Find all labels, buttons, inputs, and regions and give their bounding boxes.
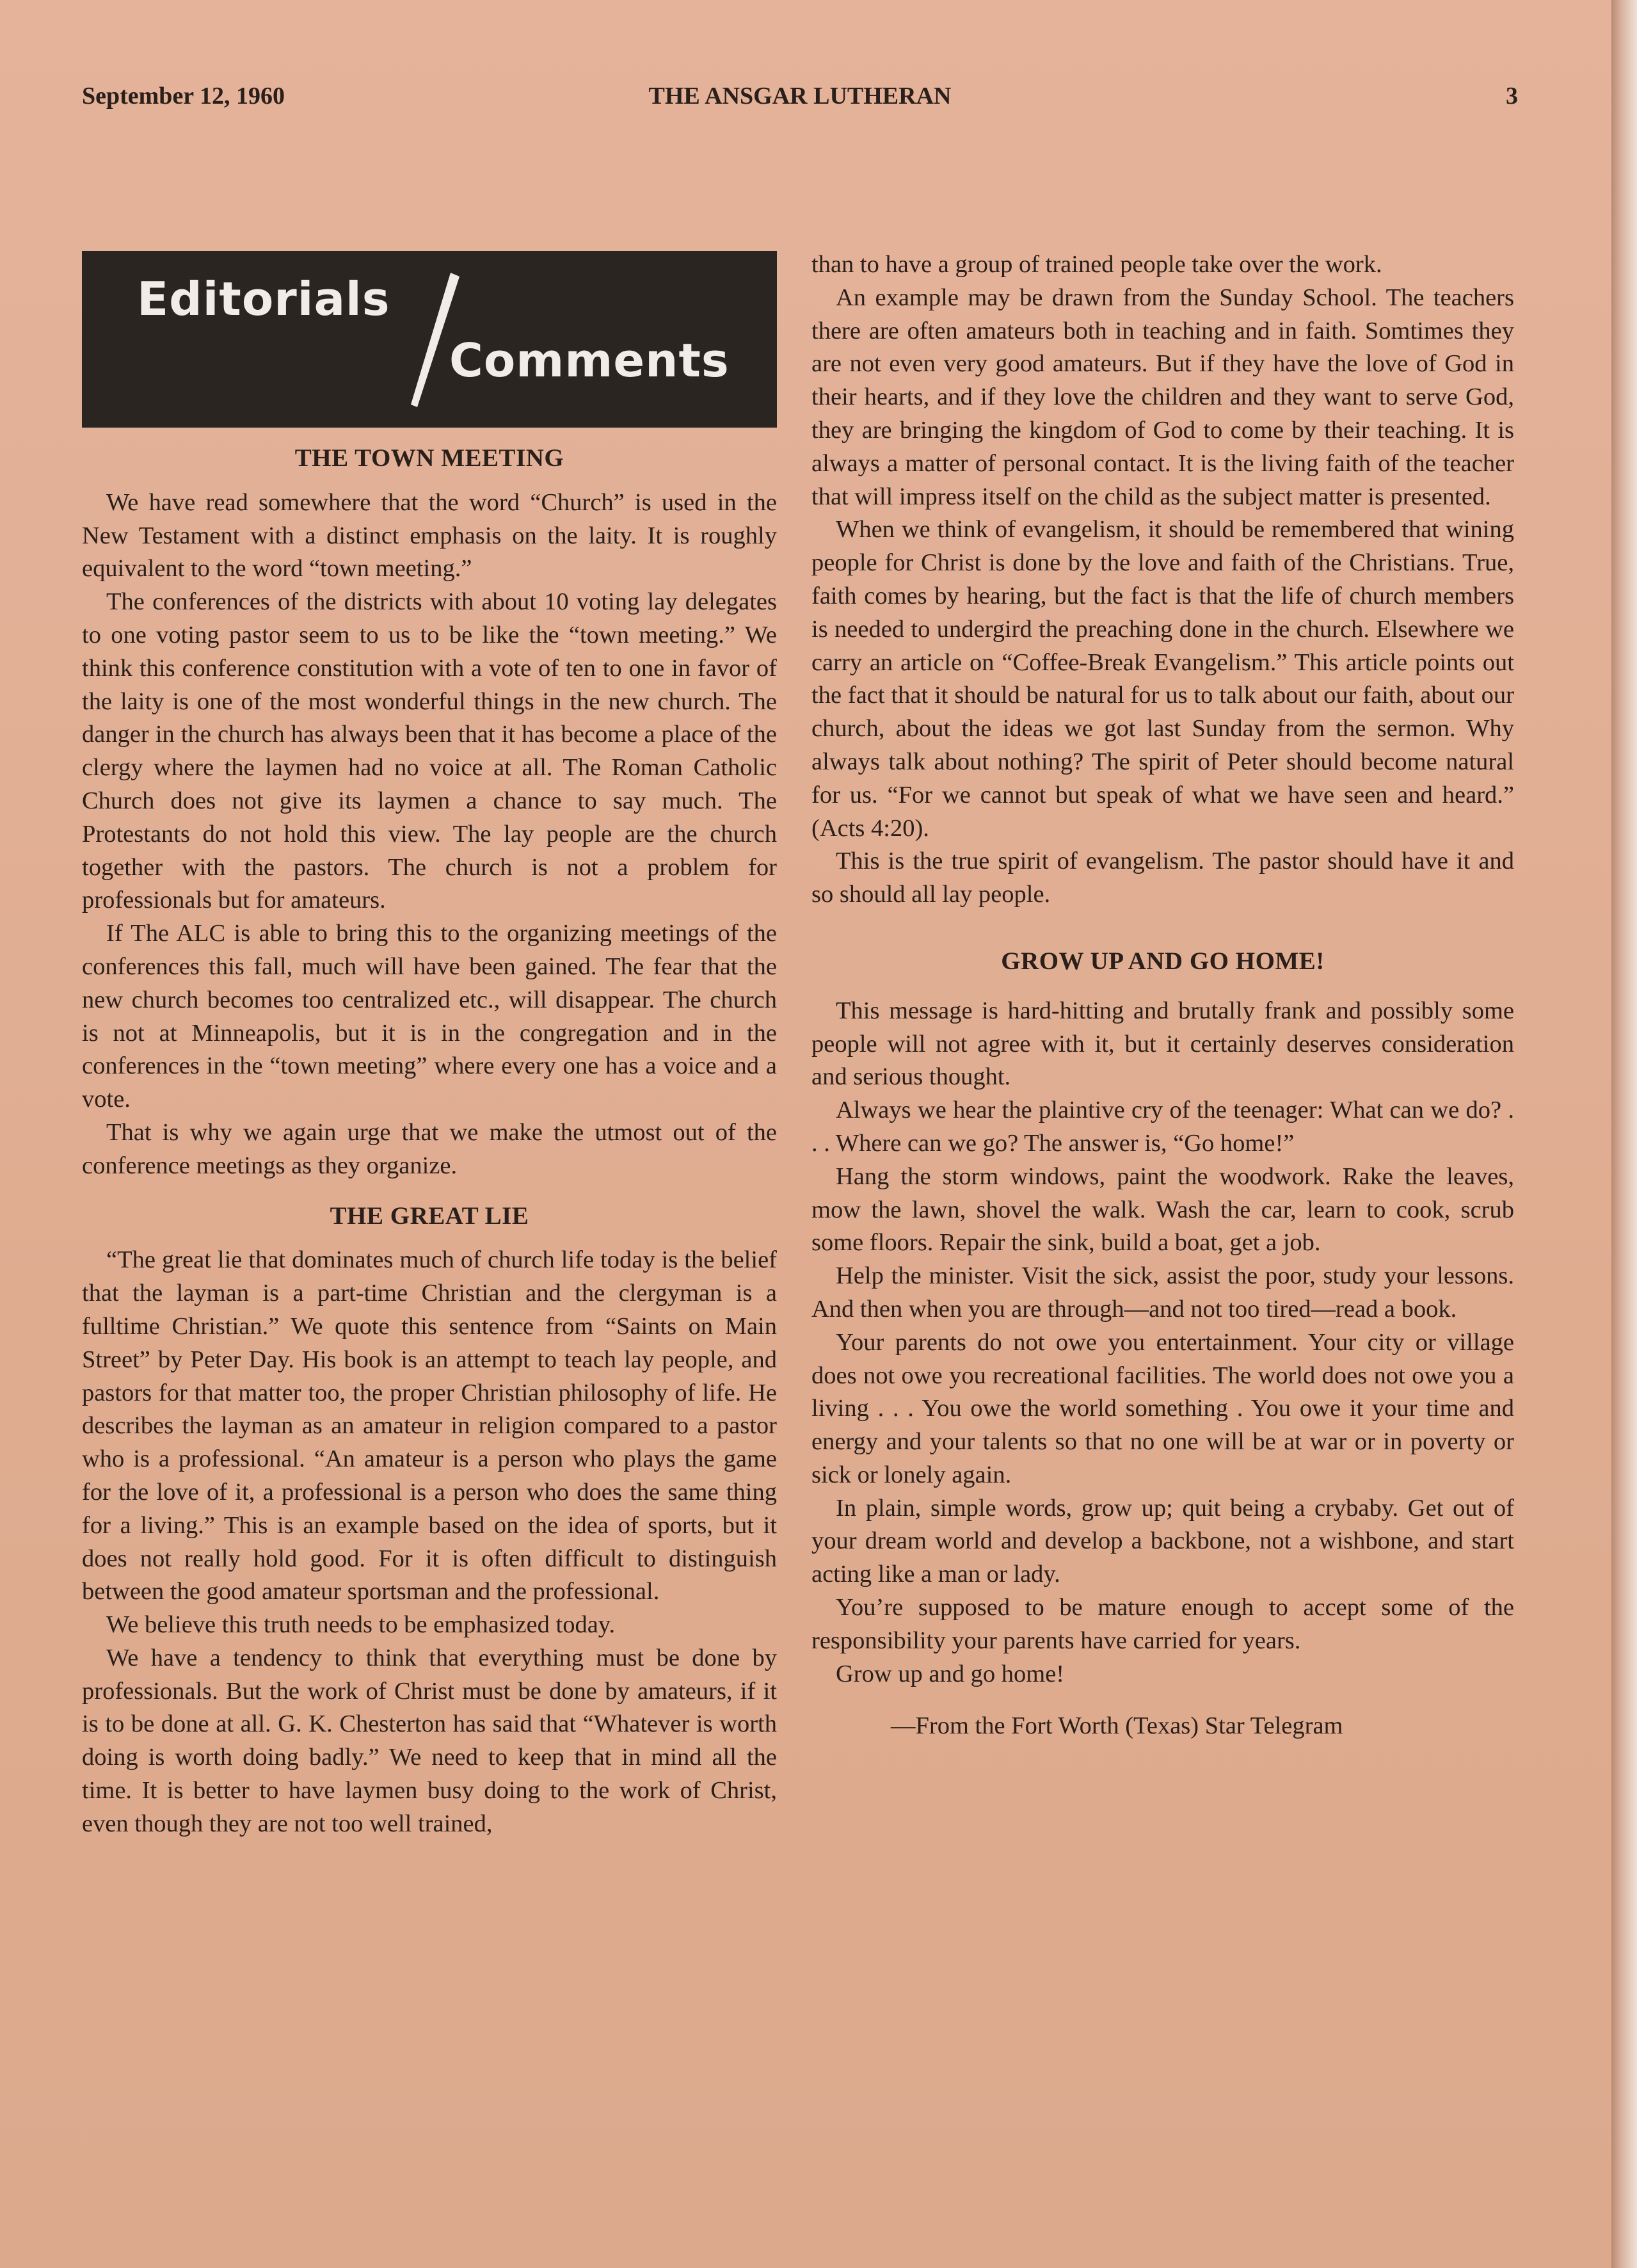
grow-up-paragraph: Grow up and go home! <box>836 1660 1065 1687</box>
great-lie-paragraph: We believe this truth needs to be emphasized today. <box>106 1611 616 1639</box>
grow-up-paragraph: In plain, simple words, grow up; quit being a crybaby. Get out of your dream world and develop a backbone, not a wishbone, and start acting like a man or lady. <box>811 1494 1514 1588</box>
page-header <box>82 82 1518 120</box>
grow-up-paragraph: Always we hear the plaintive cry of the teenager: What can we do? . . . Where can we go? The answer is, “Go home!” <box>811 1097 1514 1157</box>
grow-up-heading: GROW UP AND GO HOME! <box>1001 947 1325 975</box>
great-lie-paragraph: “The great lie that dominates much of church life today is the belief that the layman is a part-time Christian and the clergyman is a fulltime Christian.” We quote this sentence from “Saints on Main Street” by Peter Day. His book is an attempt to teach lay people, and pastors for that matter too, the proper Christian philosophy of life. He describes the layman as an amateur in religion compared to a pastor who is a professional. “An amateur is a person who plays the game for the love of it, a professional is a person who does the same thing for a living.” This is an example based on the idea of sports, but it does not really hold good. For it is often difficult to distinguish between the good amateur sportsman and the professional. <box>82 1246 777 1605</box>
town-meeting-paragraph: We have read somewhere that the word “Church” is used in the New Testament with a distinct emphasis on the laity. It is roughly equivalent to the word “town meeting.” <box>82 488 777 583</box>
grow-up-paragraph: Help the minister. Visit the sick, assist the poor, study your lessons. And then when you are through—and not too tired—read a book. <box>811 1262 1514 1323</box>
right-column <box>811 248 1514 1743</box>
town-meeting-paragraph: If The ALC is able to bring this to the organizing meetings of the conferences this fall, much will have been gained. The fear that the new church becomes too centralized etc., will disappear. The church is not at Minneapolis, but it is in the congregation and in the conferences in the “town meeting” where every one has a voice and a vote. <box>82 920 777 1113</box>
great-lie-continued-paragraph: This is the true spirit of evangelism. The pastor should have it and so should all lay people. <box>811 848 1514 908</box>
attribution: —From the Fort Worth (Texas) Star Telegram <box>891 1712 1343 1740</box>
great-lie-continued-paragraph: When we think of evangelism, it should be remembered that wining people for Christ is done by the love and faith of the Christians. True, faith comes by hearing, but the fact is that the life of church members is needed to undergird the preaching done in the church. Elsewhere we carry an article on “Coffee-Break Evangelism.” This article points out the fact that it should be natural for us to talk about our faith, about our church, about the ideas we got last Sunday from the sermon. Why always talk about nothing? The spirit of Peter should become natural for us. “For we cannot but speak of what we have seen and heard.” (Acts 4:20). <box>811 516 1514 842</box>
grow-up-paragraph: This message is hard-hitting and brutally frank and possibly some people will not agree with it, but it certainly deserves consideration and serious thought. <box>811 997 1514 1091</box>
town-meeting-paragraph: That is why we again urge that we make the utmost out of the conference meetings as they organize. <box>82 1118 777 1179</box>
grow-up-paragraph: You’re supposed to be mature enough to accept some of the responsibility your parents have carried for years. <box>811 1594 1514 1654</box>
grow-up-paragraph: Your parents do not owe you entertainment. Your city or village does not owe you recreational facilities. The world does not owe you a living . . . You owe the world something . You owe it your time and energy and your talents so that no one will be at war or in poverty or sick or lonely again. <box>811 1328 1514 1488</box>
banner-comments-text: Comments <box>449 334 730 387</box>
great-lie-continued-paragraph: than to have a group of trained people take over the work. <box>811 251 1382 278</box>
editorials-comments-banner <box>82 251 777 428</box>
page-number: 3 <box>1506 83 1518 109</box>
great-lie-paragraph: We have a tendency to think that everything must be done by professionals. But the work of Christ must be done by amateurs, if it is to be done at all. G. K. Chesterton has said that “Whatever is worth doing is worth doing badly.” We need to keep that in mind all the time. It is better to have laymen busy doing to the work of Christ, even though they are not too well trained, <box>82 1644 777 1837</box>
town-meeting-paragraph: The conferences of the districts with about 10 voting lay delegates to one voting pastor seem to us to be like the “town meeting.” We think this conference constitution with a vote of ten to one in favor of the laity is one of the most wonderful things in the new church. The danger in the church has always been that it has become a place of the clergy where the laymen had no voice at all. The Roman Catholic Church does not give its laymen a chance to say much. The Protestants do not hold this view. The lay people are the church together with the pastors. The church is not a problem for professionals but for amateurs. <box>82 588 777 914</box>
town-meeting-heading: THE TOWN MEETING <box>294 444 564 472</box>
banner-editorials-text: Editorials <box>137 272 390 326</box>
masthead: THE ANSGAR LUTHERAN <box>648 83 952 109</box>
great-lie-heading: THE GREAT LIE <box>330 1202 529 1230</box>
left-column <box>82 251 777 1841</box>
grow-up-paragraph: Hang the storm windows, paint the woodwork. Rake the leaves, mow the lawn, shovel the walk. Wash the car, learn to cook, scrub some floors. Repair the sink, build a boat, get a job. <box>811 1162 1514 1257</box>
page-edge <box>1611 0 1637 2268</box>
great-lie-continued-paragraph: An example may be drawn from the Sunday School. The teachers there are often amateurs both in teaching and in faith. Somtimes they are not even very good amateurs. But if they have the love of God in their hearts, and if they love the children and they want to serve God, they are bringing the kingdom of God to come by their teaching. It is always a matter of personal contact. It is the living faith of the teacher that will impress itself on the child as the subject matter is presented. <box>811 284 1514 510</box>
issue-date: September 12, 1960 <box>82 83 285 109</box>
